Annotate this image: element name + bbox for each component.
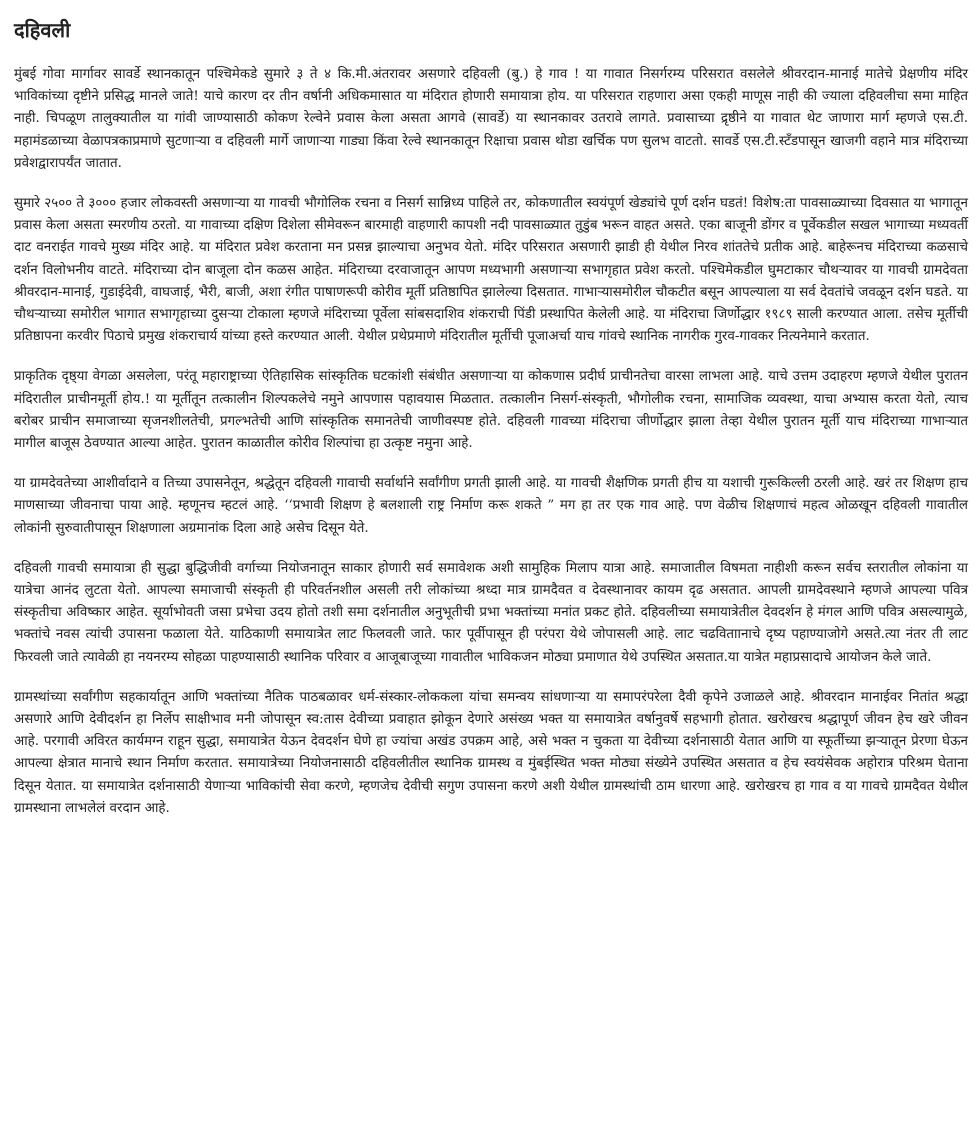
page-title: दहिवली — [14, 18, 71, 42]
paragraph-heritage: प्राकृतिक दृष्ठ्या वेगळा असलेला, परंतू महाराष्ट्राच्या ऐतिहासिक सांस्कृतिक घटकांशी संबंधीत असणाऱ्या या कोकणास प्रदीर्घ प्राचीनतेचा वारसा लाभला आहे. याचे उत्तम उदाहरण म्हणजे येथील पुरातन मंदिरातील प्राचीनमूर्ती होय.! या मूर्तीतून तत्कालीन शिल्पकलेचे नमुने आपणास पहावयास मिळतात. तत्कालीन निसर्ग-संस्कृती, भौगोलीक रचना, सामाजिक व्यवस्था, याचा अभ्यास करता येतो, त्याच बरोबर प्राचीन समाजाच्या सृजनशीलतेची, प्रगल्भतेची आणि सांस्कृतिक समानतेची जाणीवस्पष्ट होते. दहिवली गावच्या मंदिराचा जीर्णोद्धार झाला तेव्हा येथील पुरातन मूर्ती याच मंदिराच्या गाभाऱ्यात मागील बाजूस ठेवण्यात आल्या आहेत. पुरातन काळातील कोरीव शिल्पांचा हा उत्कृष्ट नमुना आहे. — [14, 369, 968, 452]
paragraph-devotees: ग्रामस्थांच्या सर्वांगीण सहकार्यातून आणि भक्तांच्या नैतिक पाठबळावर धर्म-संस्कार-लोककला यांचा समन्वय सांधणाऱ्या या समापरंपरेला दैवी कृपेने उजाळले आहे. श्रीवरदान मानाईवर नितांत श्रद्धा असणारे आणि देवीदर्शन हा निर्लेप साक्षीभाव मनी जोपासून स्व:तास देवीच्या प्रवाहात झोकून देणारे असंख्य भक्त या समायात्रेत वर्षानुवर्षे सहभागी होतात. खरोखरच श्रद्धापूर्ण जीवन हेच खरे जीवन आहे. परगावी अविरत कार्यमग्न राहून सुद्धा, समायात्रेत येऊन देवदर्शन घेणे हा ज्यांचा अखंड उपक्रम आहे, असे भक्त न चुकता या देवीच्या दर्शनासाठी येतात आणि या स्फूर्तीच्या झऱ्यातून प्रेरणा घेऊन आपल्या क्षेत्रात मानाचे स्थान निर्माण करतात. समायात्रेच्या नियोजनासाठी दहिवलीतील स्थानिक ग्रामस्थ व मुंबईस्थित भक्त मोठ्या संख्येने उपस्थित असतात व हेच स्वयंसेवक अहोरात्र परिश्रम घेताना दिसून येतात. या समायात्रेत दर्शनासाठी येणाऱ्या भाविकांची सेवा करणे, म्हणजेच देवीची सगुण उपासना करणे अशी येथील ग्रामस्थांची ठाम धारणा आहे. खरोखरच हा गाव व या गावचे ग्रामदैवत येथील ग्रामस्थाना लाभलेलं वरदान आहे. — [14, 689, 968, 816]
paragraph-intro: मुंबई गोवा मार्गावर सावर्डे स्थानकातून पश्चिमेकडे सुमारे ३ ते ४ कि.मी.अंतरावर असणारे दहिवली (बु.) हे गाव ! या गावात निसर्गरम्य परिसरात वसलेले श्रीवरदान-मानाई मातेचे प्रेक्षणीय मंदिर भाविकांच्या दृष्टीने प्रसिद्ध मानले जाते! याचे कारण दर तीन वर्षानी अधिकमासात या मंदिरात होणारी समायात्रा होय. या परिसरात राहणारा असा एकही माणूस नाही की ज्याला दहिवलीचा समा माहित नाही. चिपळूण तालुक्यातील या गांवी जाण्यासाठी कोकण रेल्वेने प्रवास केला असता आगवे (सावर्डे) या स्थानकावर उतरावे लागते. प्रवासाच्या द्रृष्ठीने या गावात थेट जाणारा मार्ग म्हणजे एस.टी. महामंडळाच्या वेळापत्रकाप्रमाणे सुटणाऱ्या व दहिवली मार्गे जाणाऱ्या गाड्या किंवा रेल्वे स्थानकातून रिक्षाचा प्रवास थोडा खर्चिक पण सुलभ वाटतो. सावर्डे एस.टी.स्टँडपासून खाजगी वहाने मात्र मंदिराच्या प्रवेशद्वारापर्यंत जातात. — [14, 67, 968, 171]
paragraph-education: या ग्रामदेवतेच्या आशीर्वादाने व तिच्या उपासनेतून, श्रद्धेतून दहिवली गावाची सर्वार्थाने सर्वांगीण प्रगती झाली आहे. या गावची शैक्षणिक प्रगती हीच या यशाची गुरूकिल्ली ठरली आहे. खरं तर शिक्षण हाच माणसाच्या जीवनाचा पाया आहे. म्हणूनच म्हटलं आहे. ‘‘प्रभावी शिक्षण हे बलशाली राष्ट्र निर्माण करू शकते ” मग हा तर एक गाव आहे. पण वेळीच शिक्षणाचं महत्व ओळखून दहिवली गावातील लोकांनी सुरुवातीपासून शिक्षणाला अग्रमानांक दिला आहे असेच दिसून येते. — [14, 476, 968, 536]
paragraph-yatra: दहिवली गावची समायात्रा ही सुद्धा बुद्धिजीवी वर्गाच्या नियोजनातून साकार होणारी सर्व समावेशक अशी सामुहिक मिलाप यात्रा आहे. समाजातील विषमता नाहीशी करून सर्वच स्तरातील लोकांना या यात्रेचा आनंद लुटता येतो. आपल्या समाजाची संस्कृती ही परिवर्तनशील असली तरी लोकांच्या श्रध्दा मात्र ग्रामदैवत व देवस्थानावर कायम दृढ असतात. आपली ग्रामदेवस्थाने म्हणजे आपल्या पवित्र संस्कृतीचा अविष्कार आहेत. सूर्याभोवती जसा प्रभेचा उदय होतो तशी समा दर्शनातील अनुभूतीची प्रभा भक्तांच्या मनांत प्रकट होते. दहिवलीच्या समायात्रेतील देवदर्शन हे मंगल आणि पवित्र असल्यामुळे, भक्तांचे नवस त्यांची उपासना फळाला येते. याठिकाणी समायात्रेत लाट फिलवली जाते. फार पूर्वीपासून ही परंपरा येथे जोपासली आहे. लाट चढविताानाचे दृष्य पहाण्याजोगे असते.त्या नंतर ती लाट फिरवली जाते त्यावेळी हा नयनरम्य सोहळा पाहण्यासाठी स्थानिक परिवार व आजूबाजूच्या गावातील भाविकजन मोठ्या प्रमाणात येथे उपस्थित असतात.या यात्रेत महाप्रसादाचे आयोजन केले जाते. — [14, 560, 968, 665]
paragraph-geography: सुमारे २५०० ते ३००० हजार लोकवस्ती असणाऱ्या या गावची भौगोलिक रचना व निसर्ग सान्निध्य पाहिले तर, कोकणातील स्वयंपूर्ण खेड्यांचे पूर्ण दर्शन घडतं! विशेष:ता पावसाळ्याच्या दिवसात या भागातून प्रवास केला असता स्मरणीय ठरतो. या गावाच्या दक्षिण दिशेला सीमेवरून बारमाही वाहणारी कापशी नदी पावसाळ्यात तुडुंब भरून वाहत असते. एका बाजूनी डोंगर व पू्र्वेकडील सखल भागाच्या मध्यवर्ती दाट वनराईत गावचे मुख्य मंदिर आहे. या मंदिरात प्रवेश करताना मन प्रसन्न झाल्याचा अनुभव येतो. मंदिर परिसरात असणारी झाडी ही येथील निरव शांततेचे प्रतीक आहे. बाहेरूनच मंदिराच्या कळसाचे दर्शन विलोभनीय वाटते. मंदिराच्या दोन बाजूला दोन कळस आहेत. मंदिराच्या दरवाजातून आपण मध्यभागी असणाऱ्या सभागृहात प्रवेश करतो. पश्चिमेकडील घुमटाकार चौथऱ्यावर या गावची ग्रामदेवता श्रीवरदान-मानाई, गुडाईदेवी, वाघजाई, भैरी, बाजी, अशा रंगीत पाषाणरूपी कोरीव मूर्ती प्रतिष्ठापित झालेल्या दिसतात. गाभाऱ्यासमोरील चौकटीत बसून आपल्याला या सर्व देवतांचे जवळून दर्शन घडते. या चौथऱ्याच्या समोरील भागात सभागृहाच्या दुसऱ्या टोकाला म्हणजे मंदिराच्या पूर्वेला सांबसदाशिव शंकराची पिंडी प्रस्थापित केलेली आहे. या मंदिराचा जिर्णोद्धार १९८९ साली करण्यात आला. तसेच मूर्तीची प्रतिष्ठापना करवीर पिठाचे प्रमुख शंकराचार्य यांच्या हस्ते करण्यात आली. येथील प्रथेप्रमाणे मंदिरातील मूर्तीची पूजाअर्चा याच गांवचे स्थानिक नागरीक गुरव-गावकर नित्यनेमाने करतात. — [14, 196, 968, 345]
